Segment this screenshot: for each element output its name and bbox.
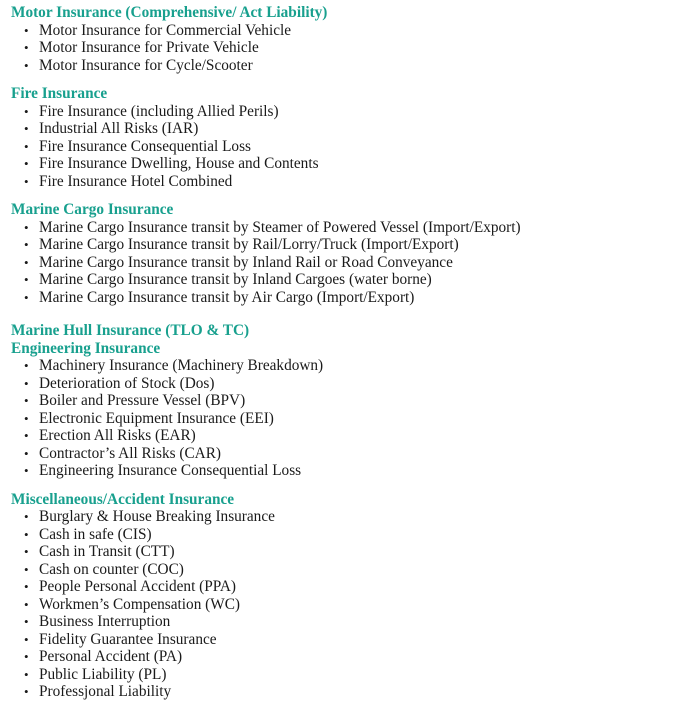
list-item — [11, 462, 691, 480]
bullet-icon: • — [24, 631, 29, 647]
list-item — [11, 236, 691, 254]
list-item-text: Fidelity Guarantee Insurance — [39, 630, 217, 648]
list-item — [11, 543, 691, 561]
list-item — [11, 508, 691, 526]
list-item — [11, 561, 691, 579]
list-item-text: Electronic Equipment Insurance (EEI) — [39, 409, 274, 427]
list-item — [11, 22, 691, 40]
bullet-icon: • — [24, 57, 29, 73]
bullet-icon: • — [24, 358, 29, 373]
section-engineering-insurance — [11, 340, 691, 480]
list-item — [11, 375, 691, 393]
item-list — [11, 357, 691, 480]
bullet-icon: • — [24, 121, 29, 136]
list-item — [11, 596, 691, 614]
bullet-icon: • — [24, 445, 29, 461]
section-heading: Marine Hull Insurance (TLO & TC) — [11, 322, 250, 339]
list-item — [11, 120, 691, 138]
list-item — [11, 613, 691, 631]
bullet-icon: • — [24, 40, 29, 55]
list-item-text: Marine Cargo Insurance transit by Air Cargo (Import/Export) — [39, 288, 415, 306]
list-item-text: Burglary & House Breaking Insurance — [39, 508, 275, 525]
list-item — [11, 103, 691, 121]
list-item-text: Workmen’s Compensation (WC) — [39, 595, 240, 613]
bullet-icon: • — [24, 393, 29, 408]
bullet-icon: • — [24, 237, 29, 252]
list-item — [11, 39, 691, 57]
list-item-text: Cash in safe (CIS) — [39, 525, 152, 543]
bullet-icon: • — [24, 649, 29, 664]
section-heading: Marine Cargo Insurance — [11, 201, 174, 218]
bullet-icon: • — [24, 254, 29, 270]
list-item — [11, 173, 691, 191]
list-item — [11, 219, 691, 237]
list-item-text: Industrial All Risks (IAR) — [39, 120, 199, 137]
list-item — [11, 578, 691, 596]
list-item-text: Fire Insurance (including Allied Perils) — [39, 102, 279, 120]
insurance-products-document — [11, 4, 691, 701]
list-item — [11, 254, 691, 272]
bullet-icon: • — [24, 428, 29, 443]
bullet-icon: • — [24, 289, 29, 305]
bullet-icon: • — [24, 219, 29, 235]
bullet-icon: • — [24, 596, 29, 612]
list-item-text: Business Interruption — [39, 613, 171, 630]
bullet-icon: • — [24, 463, 29, 478]
list-item-text: Fire Insurance Hotel Combined — [39, 172, 233, 190]
list-item — [11, 289, 691, 307]
section-heading: Motor Insurance (Comprehensive/ Act Liability) — [11, 4, 328, 21]
bullet-icon: • — [24, 561, 29, 577]
bullet-icon: • — [24, 544, 29, 559]
list-item-text: Machinery Insurance (Machinery Breakdown) — [39, 357, 324, 374]
bullet-icon: • — [24, 375, 29, 391]
list-item — [11, 271, 691, 289]
bullet-icon: • — [24, 173, 29, 189]
bullet-icon: • — [24, 410, 29, 426]
list-item-text: Marine Cargo Insurance transit by Steamer of Powered Vessel (Import/Export) — [39, 218, 521, 236]
item-list — [11, 219, 691, 307]
list-item — [11, 138, 691, 156]
list-item — [11, 155, 691, 173]
bullet-icon: • — [24, 684, 29, 699]
list-item — [11, 631, 691, 649]
list-item — [11, 648, 691, 666]
list-item — [11, 427, 691, 445]
bullet-icon: • — [24, 272, 29, 287]
bullet-icon: • — [24, 614, 29, 629]
list-item-text: Public Liability (PL) — [39, 665, 167, 683]
bullet-icon: • — [24, 22, 29, 38]
bullet-icon: • — [24, 526, 29, 542]
bullet-icon: • — [24, 156, 29, 171]
list-item-text: Motor Insurance for Cycle/Scooter — [39, 56, 253, 74]
section-heading: Engineering Insurance — [11, 339, 161, 357]
list-item-text: Boiler and Pressure Vessel (BPV) — [39, 392, 246, 409]
list-item-text: Engineering Insurance Consequential Loss — [39, 462, 302, 479]
list-item — [11, 410, 691, 428]
list-item — [11, 392, 691, 410]
list-item-text: Professjonal Liability — [39, 683, 172, 700]
list-item — [11, 666, 691, 684]
list-item — [11, 526, 691, 544]
list-item-text: Motor Insurance for Private Vehicle — [39, 39, 259, 56]
list-item — [11, 57, 691, 75]
list-item-text: Deterioration of Stock (Dos) — [39, 374, 215, 392]
section-motor-insurance — [11, 4, 691, 74]
bullet-icon: • — [24, 579, 29, 594]
item-list — [11, 22, 691, 75]
list-item-text: Cash in Transit (CTT) — [39, 543, 175, 560]
list-item — [11, 357, 691, 375]
section-miscellaneous-accident-insurance — [11, 491, 691, 701]
item-list — [11, 103, 691, 191]
section-heading: Miscellaneous/Accident Insurance — [11, 490, 235, 508]
section-marine-hull-insurance — [11, 322, 691, 340]
list-item-text: Erection All Risks (EAR) — [39, 427, 196, 444]
list-item-text: Cash on counter (COC) — [39, 560, 184, 578]
section-heading: Fire Insurance — [11, 85, 108, 102]
bullet-icon: • — [24, 666, 29, 682]
list-item-text: Marine Cargo Insurance transit by Rail/Lorry/Truck (Import/Export) — [39, 236, 459, 253]
list-item — [11, 445, 691, 463]
list-item-text: Personal Accident (PA) — [39, 648, 183, 665]
list-item-text: Contractor’s All Risks (CAR) — [39, 444, 222, 462]
list-item — [11, 683, 691, 701]
list-item-text: Fire Insurance Dwelling, House and Contents — [39, 155, 319, 172]
bullet-icon: • — [24, 138, 29, 154]
list-item-text: Marine Cargo Insurance transit by Inland Rail or Road Conveyance — [39, 253, 453, 271]
list-item-text: Motor Insurance for Commercial Vehicle — [39, 21, 292, 39]
bullet-icon: • — [24, 103, 29, 119]
bullet-icon: • — [24, 509, 29, 524]
section-marine-cargo-insurance — [11, 201, 691, 306]
list-item-text: Marine Cargo Insurance transit by Inland Cargoes (water borne) — [39, 271, 432, 288]
item-list — [11, 508, 691, 701]
section-fire-insurance — [11, 85, 691, 190]
list-item-text: Fire Insurance Consequential Loss — [39, 137, 251, 155]
list-item-text: People Personal Accident (PPA) — [39, 578, 236, 595]
